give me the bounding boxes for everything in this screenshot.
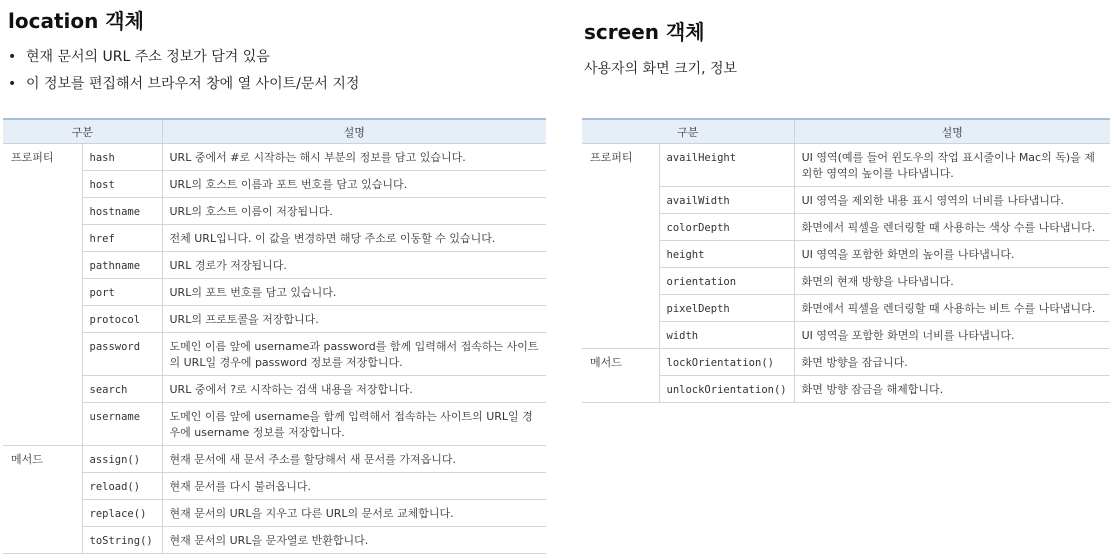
- member-name-cell: colorDepth: [659, 214, 794, 241]
- table-row: [3, 446, 546, 473]
- table-row: [582, 376, 1110, 403]
- member-name-cell: host: [82, 171, 162, 198]
- table-row: [582, 241, 1110, 268]
- description-cell: 현재 문서를 다시 불러옵니다.: [162, 473, 546, 500]
- description-cell: URL의 프로토콜을 저장합니다.: [162, 306, 546, 333]
- table-row: [3, 376, 546, 403]
- description-cell: 화면의 현재 방향을 나타냅니다.: [794, 268, 1110, 295]
- location-table-body: [3, 144, 546, 554]
- location-table: [3, 118, 546, 554]
- description-cell: URL 중에서 ?로 시작하는 검색 내용을 저장합니다.: [162, 376, 546, 403]
- category-cell: 프로퍼티: [582, 144, 659, 349]
- table-header-row: [582, 119, 1110, 144]
- table-row: [3, 306, 546, 333]
- screen-subtitle: 사용자의 화면 크기, 정보: [584, 61, 738, 77]
- table-row: [3, 252, 546, 279]
- table-row: [3, 333, 546, 376]
- header-description: 설명: [162, 119, 546, 144]
- member-name-cell: hash: [82, 144, 162, 171]
- bullet-text: 이 정보를 편집해서 브라우저 창에 열 사이트/문서 지정: [26, 76, 360, 92]
- member-name-cell: availHeight: [659, 144, 794, 187]
- screen-table: [582, 118, 1110, 403]
- table-row: [3, 144, 546, 171]
- table-row: [3, 500, 546, 527]
- member-name-cell: lockOrientation(): [659, 349, 794, 376]
- location-title: location 객체: [8, 9, 144, 33]
- screen-table-body: [582, 144, 1110, 403]
- member-name-cell: orientation: [659, 268, 794, 295]
- description-cell: 현재 문서의 URL을 문자열로 반환합니다.: [162, 527, 546, 554]
- member-name-cell: unlockOrientation(): [659, 376, 794, 403]
- member-name-cell: toString(): [82, 527, 162, 554]
- member-name-cell: availWidth: [659, 187, 794, 214]
- description-cell: 도메인 이름 앞에 username을 함께 입력해서 접속하는 사이트의 URL일 경우에 username 정보를 저장합니다.: [162, 403, 546, 446]
- table-row: [3, 225, 546, 252]
- table-row: [582, 349, 1110, 376]
- table-row: [3, 473, 546, 500]
- description-cell: URL 중에서 #로 시작하는 해시 부분의 정보를 담고 있습니다.: [162, 144, 546, 171]
- description-cell: 도메인 이름 앞에 username과 password를 함께 입력해서 접속하는 사이트의 URL일 경우에 password 정보를 저장합니다.: [162, 333, 546, 376]
- table-row: [3, 527, 546, 554]
- description-cell: 전체 URL입니다. 이 값을 변경하면 해당 주소로 이동할 수 있습니다.: [162, 225, 546, 252]
- header-description: 설명: [794, 119, 1110, 144]
- member-name-cell: port: [82, 279, 162, 306]
- description-cell: UI 영역을 제외한 내용 표시 영역의 너비를 나타냅니다.: [794, 187, 1110, 214]
- category-cell: 메서드: [582, 349, 659, 403]
- description-cell: UI 영역을 포함한 화면의 높이를 나타냅니다.: [794, 241, 1110, 268]
- table-header-row: [3, 119, 546, 144]
- header-category: 구분: [582, 119, 794, 144]
- description-cell: 화면에서 픽셀을 렌더링할 때 사용하는 색상 수를 나타냅니다.: [794, 214, 1110, 241]
- bullet-item: [8, 72, 359, 99]
- bullet-dot-icon: •: [8, 49, 17, 65]
- member-name-cell: search: [82, 376, 162, 403]
- bullet-dot-icon: •: [8, 76, 17, 92]
- member-name-cell: hostname: [82, 198, 162, 225]
- description-cell: UI 영역(예를 들어 윈도우의 작업 표시줄이나 Mac의 독)을 제외한 영역의 높이를 나타냅니다.: [794, 144, 1110, 187]
- header-category: 구분: [3, 119, 162, 144]
- table-row: [582, 322, 1110, 349]
- description-cell: URL의 호스트 이름이 저장됩니다.: [162, 198, 546, 225]
- category-cell: 프로퍼티: [3, 144, 82, 446]
- table-row: [582, 187, 1110, 214]
- member-name-cell: pixelDepth: [659, 295, 794, 322]
- table-row: [3, 279, 546, 306]
- description-cell: URL 경로가 저장됩니다.: [162, 252, 546, 279]
- table-row: [3, 403, 546, 446]
- description-cell: 현재 문서에 새 문서 주소를 할당해서 새 문서를 가져옵니다.: [162, 446, 546, 473]
- member-name-cell: assign(): [82, 446, 162, 473]
- location-bullet-list: [8, 45, 359, 99]
- table-row: [582, 214, 1110, 241]
- member-name-cell: username: [82, 403, 162, 446]
- screen-title: screen 객체: [584, 20, 705, 44]
- member-name-cell: width: [659, 322, 794, 349]
- description-cell: 화면에서 픽셀을 렌더링할 때 사용하는 비트 수를 나타냅니다.: [794, 295, 1110, 322]
- member-name-cell: reload(): [82, 473, 162, 500]
- table-row: [582, 268, 1110, 295]
- member-name-cell: pathname: [82, 252, 162, 279]
- bullet-text: 현재 문서의 URL 주소 정보가 담겨 있음: [26, 49, 270, 65]
- member-name-cell: protocol: [82, 306, 162, 333]
- table-row: [582, 295, 1110, 322]
- table-row: [3, 171, 546, 198]
- description-cell: URL의 호스트 이름과 포트 번호를 담고 있습니다.: [162, 171, 546, 198]
- member-name-cell: password: [82, 333, 162, 376]
- member-name-cell: height: [659, 241, 794, 268]
- description-cell: 화면 방향을 잠급니다.: [794, 349, 1110, 376]
- description-cell: 현재 문서의 URL을 지우고 다른 URL의 문서로 교체합니다.: [162, 500, 546, 527]
- table-row: [3, 198, 546, 225]
- description-cell: URL의 포트 번호를 담고 있습니다.: [162, 279, 546, 306]
- member-name-cell: href: [82, 225, 162, 252]
- category-cell: 메서드: [3, 446, 82, 554]
- member-name-cell: replace(): [82, 500, 162, 527]
- table-row: [582, 144, 1110, 187]
- description-cell: UI 영역을 포함한 화면의 너비를 나타냅니다.: [794, 322, 1110, 349]
- description-cell: 화면 방향 잠금을 해제합니다.: [794, 376, 1110, 403]
- bullet-item: [8, 45, 359, 72]
